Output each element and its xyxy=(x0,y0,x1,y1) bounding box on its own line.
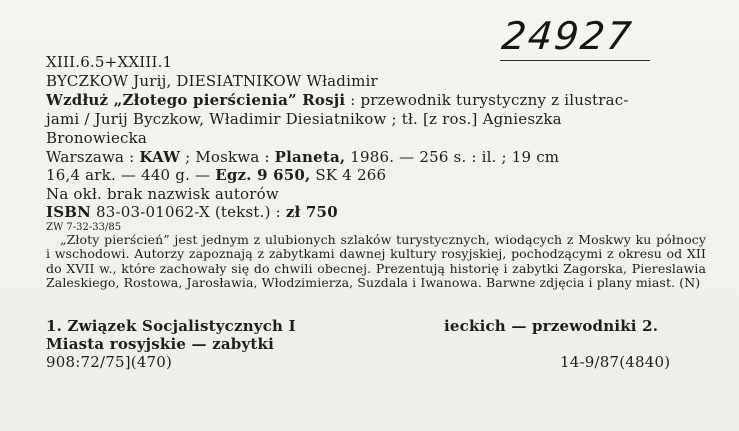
pub-rest: 1986. — 256 s. : il. ; 19 cm xyxy=(345,148,560,166)
zw-code: ZW 7-32-33/85 xyxy=(46,222,122,233)
catalog-number: 14-9/87(4840) xyxy=(560,353,671,371)
price: zł 750 xyxy=(285,203,338,221)
authors-line: BYCZKOW Jurij, DIESIATNIKOW Władimir xyxy=(46,72,378,90)
title-bold: Wzdłuż „Złotego pierścienia” Rosji xyxy=(46,91,346,109)
cover-note: Na okł. brak nazwisk autorów xyxy=(46,185,279,203)
title-line-2: jami / Jurij Byczkow, Władimir Diesiatnikow ; tł. [z ros.] Agnieszka xyxy=(46,110,562,128)
publisher-kaw: KAW xyxy=(139,148,181,166)
sk-code: SK 4 266 xyxy=(310,166,387,184)
subject-1-continued: ieckich — przewodniki 2. xyxy=(444,317,659,335)
publisher-planeta: Planeta, xyxy=(274,148,346,166)
publication-line xyxy=(46,148,559,166)
pub-place: Warszawa : xyxy=(46,148,140,166)
handwritten-underline xyxy=(500,60,650,61)
isbn-label: ISBN xyxy=(46,203,92,221)
handwritten-number: 24927 xyxy=(499,14,636,58)
subject-1-part-a: 1. Związek Socjalistycznych I xyxy=(46,317,296,335)
title-rest: : przewodnik turystyczny z ilustrac- xyxy=(345,91,629,109)
abstract: „Złoty pierścień” jest jednym z ulubionych szlaków turystycznych, wiodących z Moskwy ku północy i wschodowi. Autorzy zapoznają z zabytkami dawnej kultury rosyjskiej, pochodzącymi z okresu od XII do XVII w., które zachowały się do chwili obecnej. Prezentują historię i zabytki Zagorska, Piereslawia Zaleskiego, Rostowa, Jarosławia, Włodzimierza, Suzdala i Iwanowa. Barwne zdjęcia i plany miast. (N) xyxy=(46,232,706,290)
classification: XIII.6.5+XXIII.1 xyxy=(46,53,173,71)
title-line-3: Bronowiecka xyxy=(46,129,148,147)
sheets-line xyxy=(46,166,386,184)
subject-2: Miasta rosyjskie — zabytki xyxy=(46,335,275,353)
isbn-value: 83-03-01062-X (tekst.) : xyxy=(91,203,286,221)
copies: Egz. 9 650, xyxy=(215,166,311,184)
title-line-1 xyxy=(46,91,629,109)
udc-code: 908:72/75](470) xyxy=(46,353,173,371)
subject-1 xyxy=(46,317,296,335)
pub-separator: ; Moskwa : xyxy=(180,148,275,166)
sheets-weight: 16,4 ark. — 440 g. — xyxy=(46,166,216,184)
isbn-line xyxy=(46,203,338,221)
